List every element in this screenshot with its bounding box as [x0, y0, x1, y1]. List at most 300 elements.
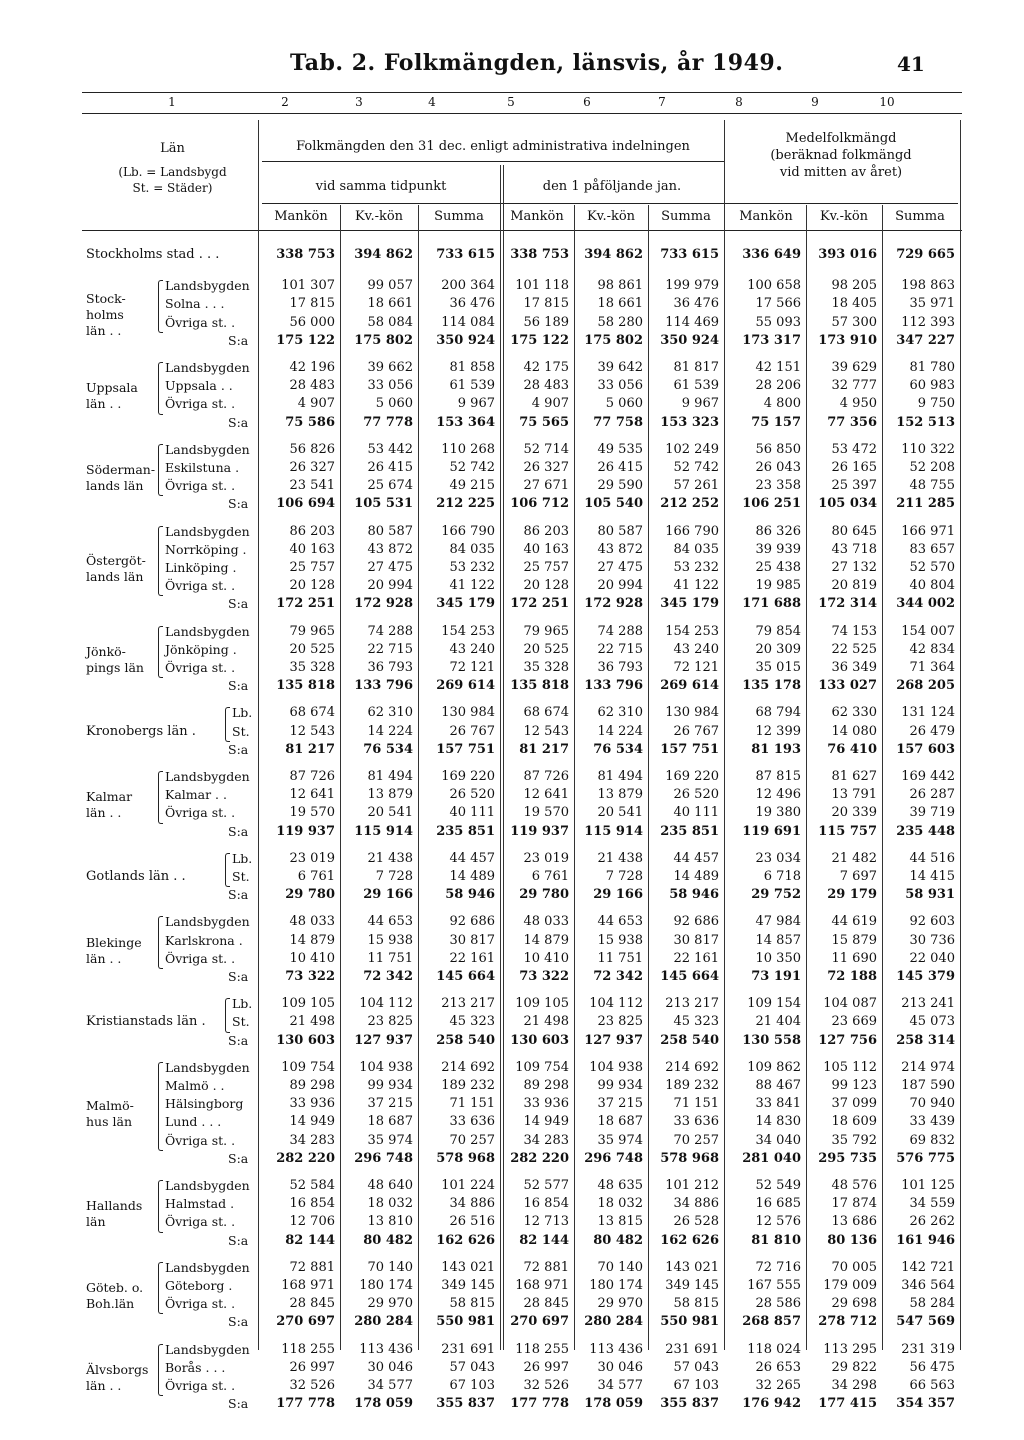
row-label: Landsbygden [165, 769, 250, 784]
page-title: Tab. 2. Folkmängden, länsvis, år 1949. [290, 50, 784, 76]
table-cell: 44 653 [367, 914, 413, 930]
table-cell: 13 815 [597, 1214, 643, 1230]
row-label: Övriga st. . [165, 1296, 236, 1312]
header-rule [262, 161, 724, 162]
table-cell: 9 967 [457, 396, 495, 412]
table-cell: 145 664 [436, 969, 495, 984]
table-cell: 7 728 [375, 869, 413, 884]
table-cell: 135 178 [742, 678, 801, 694]
table-cell: 4 800 [763, 396, 801, 412]
column-number-row [82, 92, 962, 114]
table-cell: 22 525 [831, 641, 877, 657]
table-cell: 56 189 [523, 314, 569, 330]
table-cell: 26 653 [755, 1359, 801, 1375]
table-cell: 338 753 [276, 247, 335, 262]
table-cell: 26 415 [367, 460, 413, 475]
table-cell: 30 046 [367, 1359, 413, 1375]
table-cell: 33 636 [673, 1114, 719, 1130]
table-cell: 280 284 [354, 1314, 413, 1330]
table-cell: 20 525 [289, 641, 335, 657]
column-number: 2 [281, 95, 289, 109]
table-cell: 40 163 [523, 541, 569, 557]
table-cell: 33 936 [289, 1096, 335, 1112]
table-cell: 92 603 [909, 914, 955, 930]
table-cell: 296 748 [354, 1150, 413, 1166]
table-cell: 175 122 [276, 332, 335, 348]
page-number: 41 [897, 52, 925, 76]
table-cell: 52 742 [449, 460, 495, 475]
table-cell: 270 697 [276, 1314, 335, 1330]
table-cell: 143 021 [441, 1259, 495, 1275]
table-cell: 48 635 [597, 1178, 643, 1193]
table-cell: 29 970 [367, 1296, 413, 1312]
column-rule [258, 120, 259, 1350]
table-cell: 70 005 [831, 1259, 877, 1275]
table-cell: 26 520 [673, 787, 719, 803]
table-cell: 131 124 [901, 705, 955, 721]
table-cell: 86 326 [755, 523, 801, 539]
table-cell: 35 015 [755, 660, 801, 675]
table-cell: 17 874 [831, 1196, 877, 1212]
table-cell: 104 112 [589, 996, 643, 1012]
table-cell: 82 144 [519, 1232, 569, 1248]
table-cell: 44 619 [831, 914, 877, 930]
table-cell: 157 603 [896, 741, 955, 757]
table-cell: 345 179 [660, 596, 719, 612]
table-cell: 18 405 [831, 296, 877, 312]
table-cell: 32 777 [831, 378, 877, 394]
table-cell: 21 404 [755, 1014, 801, 1030]
table-cell: 113 436 [589, 1341, 643, 1357]
row-label: S:a [228, 1314, 249, 1330]
table-cell: 154 253 [665, 623, 719, 639]
table-cell: 58 815 [449, 1296, 495, 1312]
county-name: Blekinge [86, 934, 142, 950]
table-cell: 235 851 [660, 823, 719, 839]
table-cell: 113 295 [823, 1341, 877, 1357]
table-cell: 214 692 [665, 1059, 719, 1075]
table-cell: 180 174 [589, 1278, 643, 1293]
table-cell: 48 033 [523, 914, 569, 930]
header-rule [262, 203, 958, 204]
county-name: Stock- [86, 290, 126, 306]
table-cell: 10 410 [523, 950, 569, 966]
table-cell: 162 626 [436, 1232, 495, 1248]
table-cell: 22 715 [367, 641, 413, 657]
table-cell: 52 570 [909, 560, 955, 575]
brace [158, 280, 163, 333]
table-cell: 130 603 [276, 1032, 335, 1048]
table-cell: 81 627 [831, 769, 877, 784]
row-label: Jönköping . [165, 641, 237, 657]
table-cell: 68 674 [289, 705, 335, 721]
table-cell: 101 118 [515, 278, 569, 294]
table-cell: 14 879 [523, 932, 569, 948]
table-cell: 166 790 [665, 523, 719, 539]
table-cell: 53 442 [367, 441, 413, 457]
table-cell: 27 475 [597, 560, 643, 575]
row-label: Lund . . . [165, 1114, 222, 1130]
table-cell: 296 748 [584, 1150, 643, 1166]
table-cell: 235 851 [436, 823, 495, 839]
table-cell: 34 886 [449, 1196, 495, 1212]
table-cell: 44 516 [909, 850, 955, 866]
table-cell: 393 016 [818, 247, 877, 262]
table-cell: 14 415 [909, 869, 955, 884]
table-cell: 34 559 [909, 1196, 955, 1212]
brace [158, 1180, 163, 1233]
table-cell: 56 000 [289, 314, 335, 330]
table-cell: 115 914 [584, 823, 643, 839]
table-cell: 29 970 [597, 1296, 643, 1312]
table-cell: 62 330 [831, 705, 877, 721]
table-cell: 355 837 [660, 1396, 719, 1412]
brace [158, 1262, 163, 1315]
row-label: Övriga st. . [165, 950, 236, 966]
table-cell: 231 319 [901, 1341, 955, 1357]
table-cell: 23 825 [597, 1014, 643, 1030]
table-cell: 81 817 [673, 360, 719, 375]
table-cell: 36 349 [831, 660, 877, 675]
table-cell: 81 217 [285, 741, 335, 757]
table-cell: 53 232 [673, 560, 719, 575]
column-number: 3 [355, 95, 363, 109]
table-cell: 214 692 [441, 1059, 495, 1075]
table-cell: 101 224 [441, 1178, 495, 1193]
table-cell: 79 965 [289, 623, 335, 639]
table-cell: 130 984 [665, 705, 719, 721]
table-cell: 32 265 [755, 1378, 801, 1393]
table-cell: 127 937 [584, 1032, 643, 1048]
table-cell: 68 674 [523, 705, 569, 721]
table-cell: 4 907 [297, 396, 335, 412]
header-summa: Summa [661, 209, 711, 224]
table-cell: 15 938 [367, 932, 413, 948]
table-cell: 18 687 [367, 1114, 413, 1130]
table-cell: 119 691 [742, 823, 801, 839]
table-cell: 26 767 [449, 723, 495, 739]
table-cell: 20 128 [523, 578, 569, 594]
table-cell: 36 476 [449, 296, 495, 312]
table-cell: 105 531 [354, 496, 413, 512]
header-sub-same-time: vid samma tidpunkt [315, 179, 447, 194]
row-label: Övriga st. . [165, 1132, 236, 1148]
table-cell: 18 661 [597, 296, 643, 312]
table-cell: 45 073 [909, 1014, 955, 1030]
row-label: St. [232, 723, 250, 739]
table-cell: 14 224 [367, 723, 413, 739]
table-cell: 98 861 [597, 278, 643, 294]
table-cell: 99 934 [367, 1078, 413, 1093]
table-cell: 143 021 [665, 1259, 719, 1275]
table-cell: 145 664 [660, 969, 719, 984]
table-cell: 88 467 [755, 1078, 801, 1093]
table-cell: 113 436 [359, 1341, 413, 1357]
table-cell: 350 924 [436, 332, 495, 348]
county-name: Hallands [86, 1198, 143, 1214]
column-number: 4 [428, 95, 436, 109]
row-label: Landsbygden [165, 1178, 250, 1193]
brace [225, 707, 230, 741]
table-cell: 20 819 [831, 578, 877, 594]
table-cell: 133 796 [354, 678, 413, 694]
table-cell: 39 939 [755, 541, 801, 557]
table-cell: 99 123 [831, 1078, 877, 1093]
table-cell: 152 513 [896, 414, 955, 430]
table-cell: 76 534 [593, 741, 643, 757]
table-cell: 12 496 [755, 787, 801, 803]
brace [158, 1344, 163, 1397]
county-name: hus län [86, 1114, 132, 1130]
table-cell: 37 215 [367, 1096, 413, 1112]
header-summa: Summa [434, 209, 484, 224]
table-cell: 23 019 [289, 850, 335, 866]
table-cell: 33 439 [909, 1114, 955, 1130]
table-cell: 77 758 [593, 414, 643, 430]
table-cell: 61 539 [449, 378, 495, 394]
table-cell: 26 516 [449, 1214, 495, 1230]
table-cell: 80 587 [367, 523, 413, 539]
table-cell: 74 288 [367, 623, 413, 639]
table-cell: 29 166 [593, 887, 643, 903]
row-label: S:a [228, 332, 249, 348]
table-cell: 175 802 [584, 332, 643, 348]
table-cell: 118 024 [747, 1341, 801, 1357]
table-cell: 20 994 [597, 578, 643, 594]
table-cell: 26 287 [909, 787, 955, 803]
table-cell: 41 122 [449, 578, 495, 594]
table-cell: 67 103 [449, 1378, 495, 1393]
county-name: Gotlands län . . [86, 869, 186, 884]
table-cell: 133 027 [818, 678, 877, 694]
table-cell: 58 084 [367, 314, 413, 330]
table-cell: 29 590 [597, 478, 643, 494]
row-label: Övriga st. . [165, 478, 236, 494]
table-cell: 154 007 [901, 623, 955, 639]
row-label: Linköping . [165, 560, 237, 575]
table-cell: 73 322 [285, 969, 335, 984]
table-cell: 17 566 [755, 296, 801, 312]
table-cell: 79 854 [755, 623, 801, 639]
table-cell: 83 657 [909, 541, 955, 557]
table-cell: 110 322 [901, 441, 955, 457]
table-cell: 75 586 [285, 414, 335, 430]
row-label: S:a [228, 887, 249, 903]
table-cell: 39 642 [597, 360, 643, 375]
county-name: Östergöt- [86, 553, 146, 569]
table-cell: 92 686 [449, 914, 495, 930]
table-cell: 177 778 [510, 1396, 569, 1412]
table-cell: 48 755 [909, 478, 955, 494]
table-cell: 114 469 [665, 314, 719, 330]
table-cell: 12 576 [755, 1214, 801, 1230]
table-cell: 11 690 [831, 950, 877, 966]
table-cell: 101 212 [665, 1178, 719, 1193]
county-name: Jönkö- [86, 644, 126, 659]
table-cell: 7 697 [839, 869, 877, 884]
table-cell: 84 035 [449, 541, 495, 557]
table-cell: 130 603 [510, 1032, 569, 1048]
header-summa: Summa [895, 209, 945, 224]
column-number: 7 [658, 95, 666, 109]
brace [158, 771, 163, 824]
table-cell: 33 056 [597, 378, 643, 394]
table-cell: 39 719 [909, 805, 955, 821]
table-cell: 112 393 [901, 314, 955, 330]
table-cell: 29 780 [519, 887, 569, 903]
table-cell: 17 815 [523, 296, 569, 312]
table-cell: 77 356 [827, 414, 877, 430]
table-cell: 135 818 [510, 678, 569, 694]
table-cell: 346 564 [901, 1278, 955, 1293]
table-cell: 110 268 [441, 441, 495, 457]
table-cell: 72 121 [449, 660, 495, 675]
table-cell: 73 191 [751, 969, 801, 984]
row-label: S:a [228, 969, 249, 984]
table-cell: 5 060 [375, 396, 413, 412]
header-sub-following-jan: den 1 påföljande jan. [542, 179, 682, 194]
table-cell: 36 793 [367, 660, 413, 675]
table-cell: 157 751 [660, 741, 719, 757]
table-cell: 32 526 [289, 1378, 335, 1393]
brace [225, 998, 230, 1032]
table-cell: 23 034 [755, 850, 801, 866]
county-name: Malmö- [86, 1098, 134, 1114]
table-cell: 14 857 [755, 932, 801, 948]
table-cell: 55 093 [755, 314, 801, 330]
table-cell: 29 166 [363, 887, 413, 903]
table-cell: 212 252 [660, 496, 719, 512]
table-cell: 153 323 [660, 414, 719, 430]
table-cell: 82 144 [285, 1232, 335, 1248]
table-cell: 22 161 [673, 950, 719, 966]
row-label: Landsbygden [165, 523, 250, 539]
table-cell: 30 046 [597, 1359, 643, 1375]
table-cell: 58 931 [905, 887, 955, 903]
table-cell: 6 718 [763, 869, 801, 884]
table-cell: 12 706 [289, 1214, 335, 1230]
table-cell: 34 298 [831, 1378, 877, 1393]
header-mankon: Mankön [510, 209, 564, 224]
table-cell: 34 283 [523, 1132, 569, 1148]
table-cell: 576 775 [896, 1150, 955, 1166]
table-cell: 81 494 [367, 769, 413, 784]
table-cell: 40 804 [909, 578, 955, 594]
table-cell: 74 153 [831, 623, 877, 639]
table-cell: 37 099 [831, 1096, 877, 1112]
table-cell: 15 879 [831, 932, 877, 948]
table-cell: 40 163 [289, 541, 335, 557]
table-cell: 11 751 [367, 950, 413, 966]
row-label: S:a [228, 414, 249, 430]
table-cell: 23 825 [367, 1014, 413, 1030]
table-cell: 86 203 [289, 523, 335, 539]
table-cell: 22 715 [597, 641, 643, 657]
row-label: Eskilstuna . [165, 460, 240, 475]
table-cell: 135 818 [276, 678, 335, 694]
table-cell: 52 742 [673, 460, 719, 475]
table-cell: 12 641 [289, 787, 335, 803]
table-cell: 76 534 [363, 741, 413, 757]
brace [158, 916, 163, 969]
table-cell: 168 971 [515, 1278, 569, 1293]
county-name: Uppsala [86, 380, 138, 396]
table-cell: 39 629 [831, 360, 877, 375]
table-cell: 200 364 [441, 278, 495, 294]
table-cell: 52 577 [523, 1178, 569, 1193]
table-cell: 80 645 [831, 523, 877, 539]
table-cell: 92 686 [673, 914, 719, 930]
table-cell: 26 479 [909, 723, 955, 739]
row-label: Lb. [232, 850, 253, 866]
table-cell: 282 220 [276, 1150, 335, 1166]
table-cell: 20 339 [831, 805, 877, 821]
table-cell: 52 549 [755, 1178, 801, 1193]
table-cell: 4 907 [531, 396, 569, 412]
table-cell: 57 261 [673, 478, 719, 494]
brace [158, 626, 163, 679]
table-cell: 35 971 [909, 296, 955, 312]
table-cell: 25 397 [831, 478, 877, 494]
table-cell: 102 249 [665, 441, 719, 457]
county-name: Kalmar [86, 789, 133, 805]
table-cell: 211 285 [896, 496, 955, 512]
table-cell: 27 132 [831, 560, 877, 575]
table-cell: 172 251 [510, 596, 569, 612]
table-cell: 71 151 [673, 1096, 719, 1112]
row-label: Landsbygden [165, 914, 250, 930]
table-cell: 42 175 [523, 360, 569, 375]
table-cell: 350 924 [660, 332, 719, 348]
header-mankon: Mankön [274, 209, 328, 224]
table-cell: 70 940 [909, 1096, 955, 1112]
row-label: Landsbygden [165, 441, 250, 457]
column-number: 6 [583, 95, 591, 109]
table-cell: 6 761 [297, 869, 335, 884]
table-cell: 18 661 [367, 296, 413, 312]
table-cell: 20 994 [367, 578, 413, 594]
table-cell: 69 832 [909, 1132, 955, 1148]
row-label: Landsbygden [165, 1059, 250, 1075]
table-cell: 43 718 [831, 541, 877, 557]
table-cell: 115 914 [354, 823, 413, 839]
table-cell: 547 569 [896, 1314, 955, 1330]
table-cell: 349 145 [665, 1278, 719, 1293]
table-cell: 14 949 [289, 1114, 335, 1130]
table-cell: 173 910 [818, 332, 877, 348]
table-cell: 177 778 [276, 1396, 335, 1412]
table-cell: 41 122 [673, 578, 719, 594]
table-cell: 105 112 [823, 1059, 877, 1075]
table-cell: 14 879 [289, 932, 335, 948]
column-rule [960, 120, 961, 1350]
table-cell: 40 111 [449, 805, 495, 821]
table-cell: 81 780 [909, 360, 955, 375]
table-cell: 282 220 [510, 1150, 569, 1166]
table-cell: 169 220 [665, 769, 719, 784]
table-cell: 39 662 [367, 360, 413, 375]
row-label: St. [232, 869, 250, 884]
table-cell: 42 834 [909, 641, 955, 657]
table-cell: 100 658 [747, 278, 801, 294]
table-cell: 213 217 [441, 996, 495, 1012]
table-cell: 269 614 [436, 678, 495, 694]
table-cell: 213 217 [665, 996, 719, 1012]
county-name: pings län [86, 660, 144, 675]
table-cell: 187 590 [901, 1078, 955, 1093]
table-cell: 52 584 [289, 1178, 335, 1193]
county-name: lands län [86, 569, 144, 585]
